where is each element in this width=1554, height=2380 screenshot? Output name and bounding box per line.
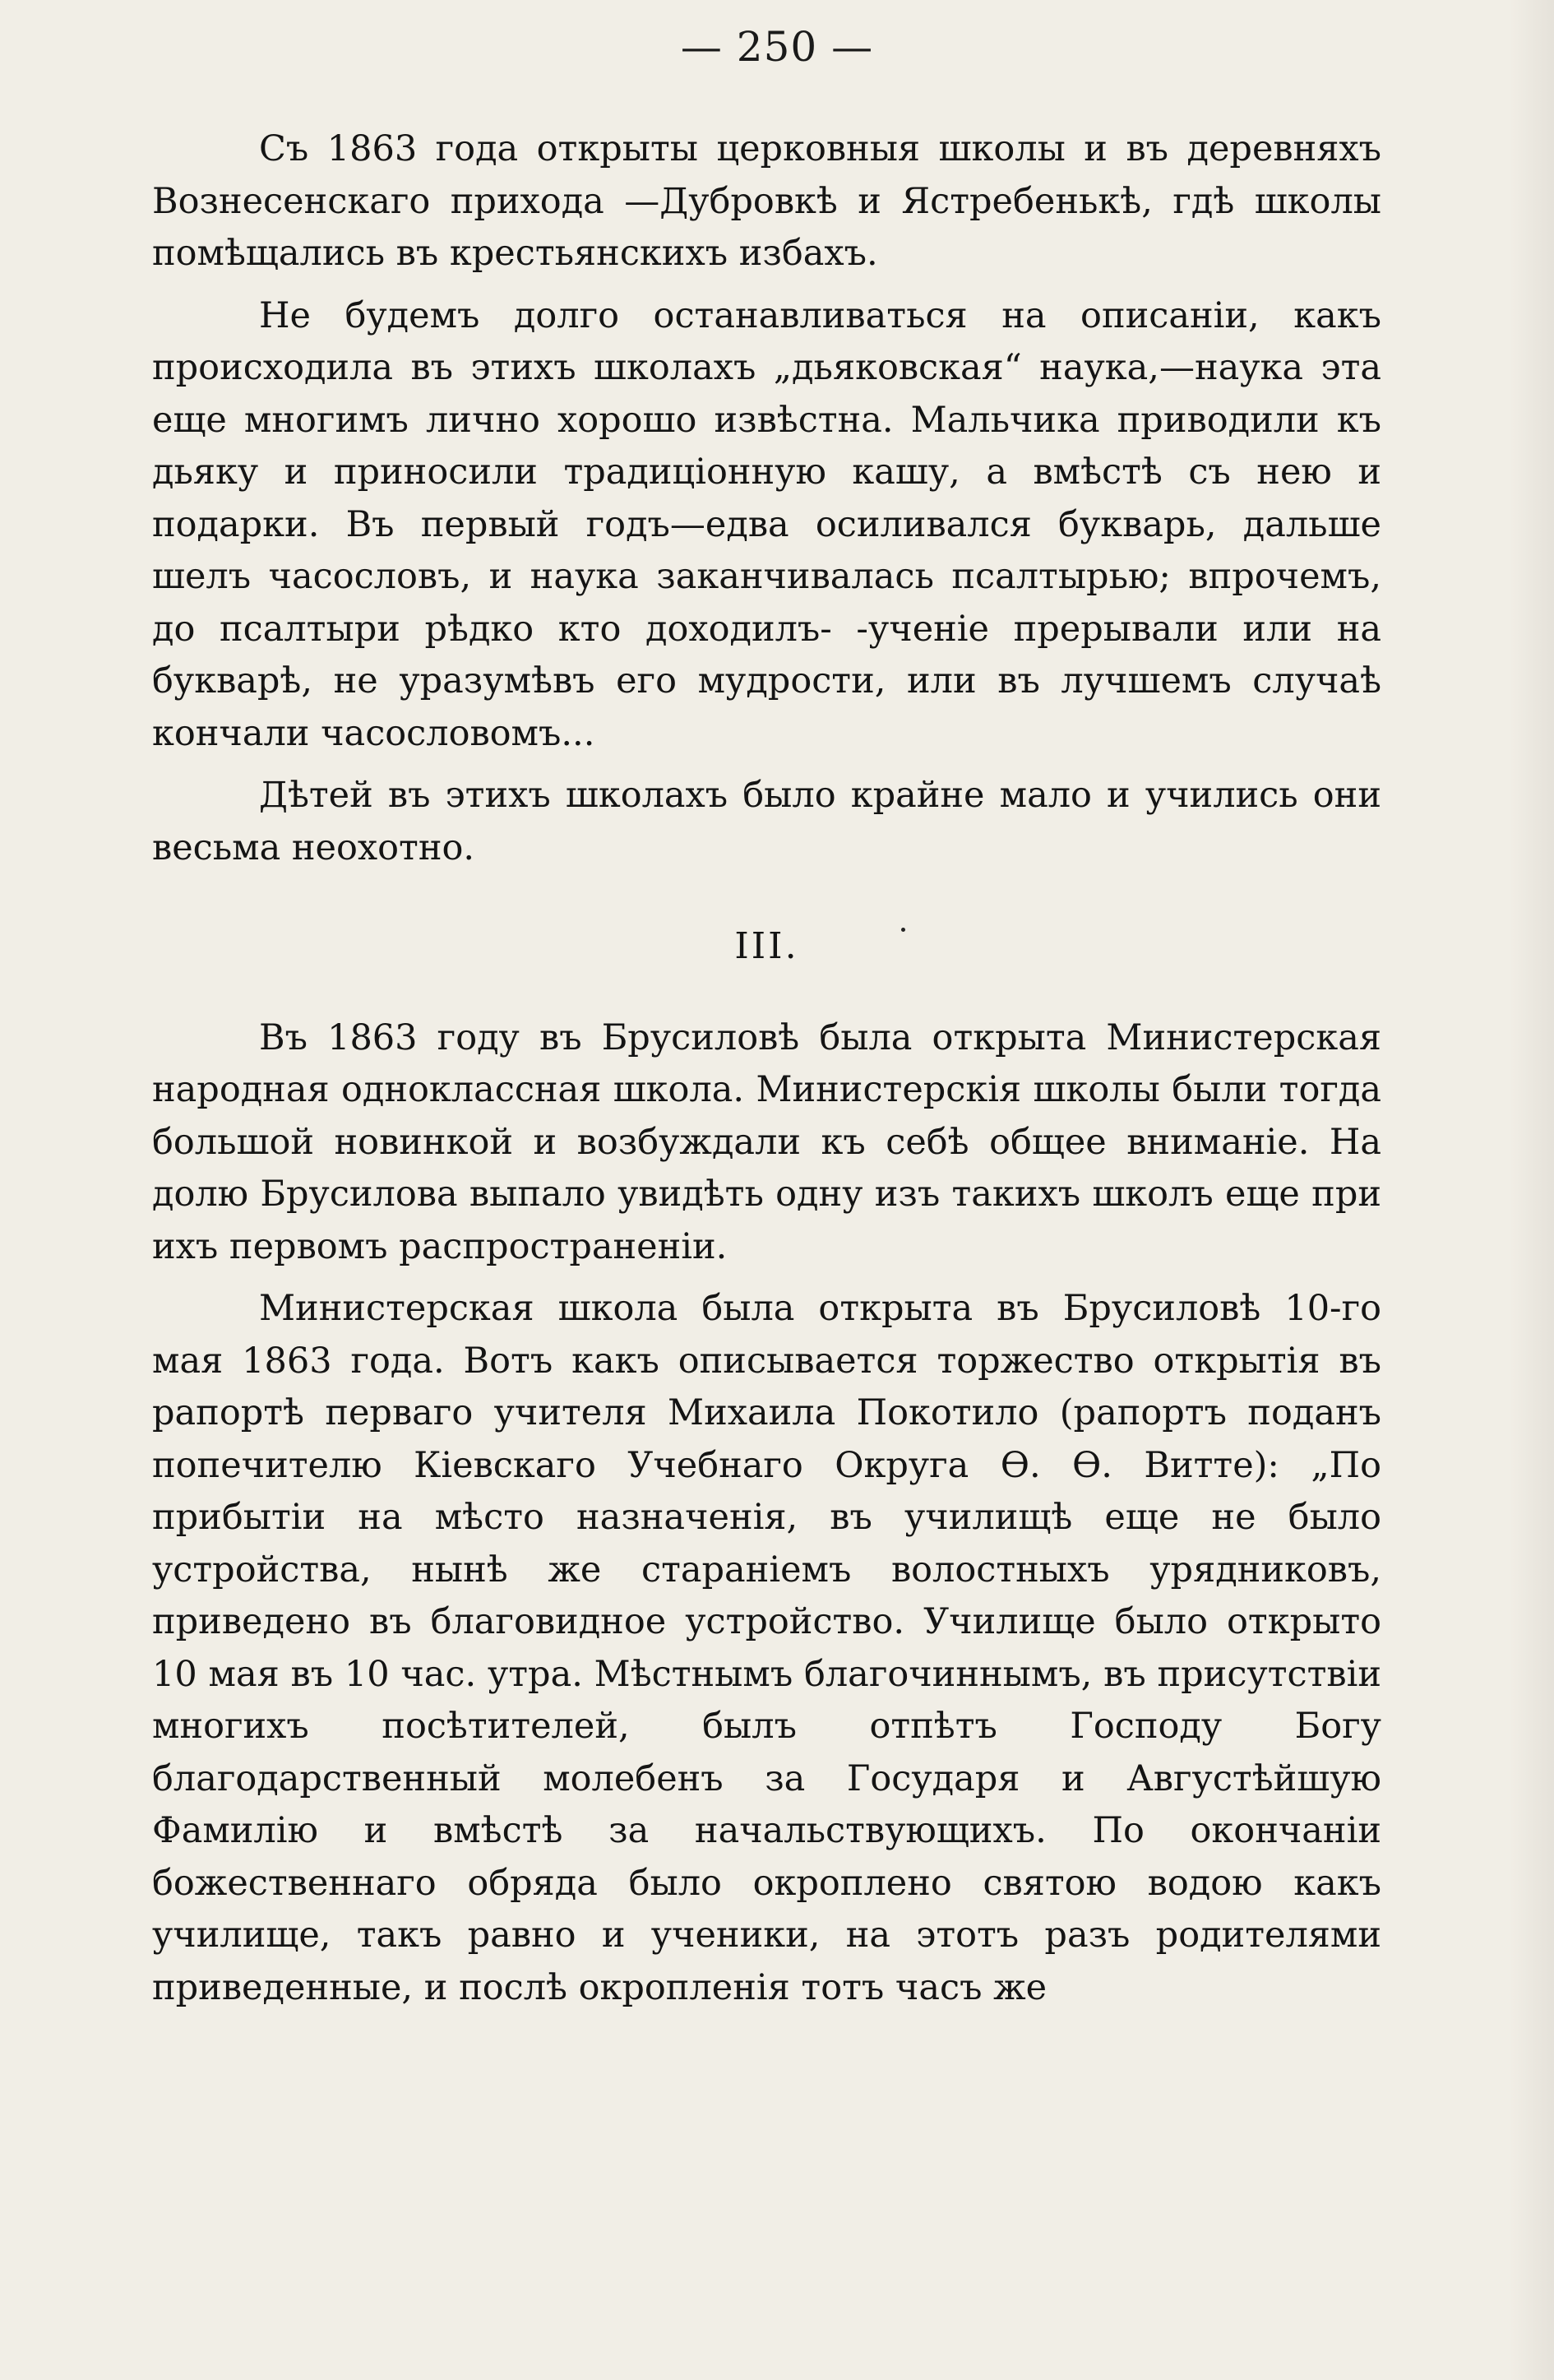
paragraph-deacon-teaching: Не будемъ долго останавливаться на описаніи, какъ происходила въ этихъ школахъ „дьяковская“ наука,—наука эта еще многимъ лично хорошо извѣстна. Мальчика приводили къ дьяку и приносили традиціонную кашу, а вмѣстѣ съ нею и подарки. Въ первый годъ—едва осиливался букварь, дальше шелъ часословъ, и наука заканчивалась псалтырью; впрочемъ, до псалтыри рѣдко кто доходилъ- -ученіе прерывали или на букварѣ, не уразумѣвъ его мудрости, или въ лучшемъ случаѣ кончали часословомъ... (152, 294, 1381, 754)
page-edge-shadow (1509, 0, 1554, 2380)
paragraph-ministerial-school: Въ 1863 году въ Брусиловѣ была открыта Министерская народная одноклассная школа. Министерскія школы были тогда большой новинкой и возбуждали къ себѣ общее вниманіе. На долю Брусилова выпало увидѣть одну изъ такихъ школъ еще при ихъ первомъ распространеніи. (152, 1016, 1381, 1267)
page-body (152, 123, 1381, 2024)
page-number: — 250 — (680, 23, 874, 71)
paragraph-school-opening-report: Министерская школа была открыта въ Брусиловѣ 10-го мая 1863 года. Вотъ какъ описывается торжество открытія въ рапортѣ перваго учителя Михаила Покотило (рапортъ поданъ попечителю Кіевскаго Учебнаго Округа Ѳ. Ѳ. Витте): „По прибытіи на мѣсто назначенія, въ училищѣ еще не было устройства, нынѣ же стараніемъ волостныхъ урядниковъ, приведено въ благовидное устройство. Училище было открыто 10 мая въ 10 час. утра. Мѣстнымъ благочиннымъ, въ присутствіи многихъ посѣтителей, былъ отпѣтъ Господу Богу благодарственный молебенъ за Государя и Августѣйшую Фамилію и вмѣстѣ за начальствующихъ. По окончаніи божественнаго обряда было окроплено святою водою какъ училище, такъ равно и ученики, на этотъ разъ родителями приведенные, и послѣ окропленія тотъ часъ же (152, 1288, 1381, 2008)
paragraph-few-children: Дѣтей въ этихъ школахъ было крайне мало и учились они весьма неохотно. (152, 775, 1381, 868)
section-heading: III. (734, 925, 799, 967)
paragraph-church-schools: Съ 1863 года открыты церковныя школы и въ деревняхъ Вознесенскаго прихода —Дубровкѣ и Ястребенькѣ, гдѣ школы помѣщались въ крестьянскихъ избахъ. (152, 128, 1381, 274)
print-speck (901, 928, 905, 932)
